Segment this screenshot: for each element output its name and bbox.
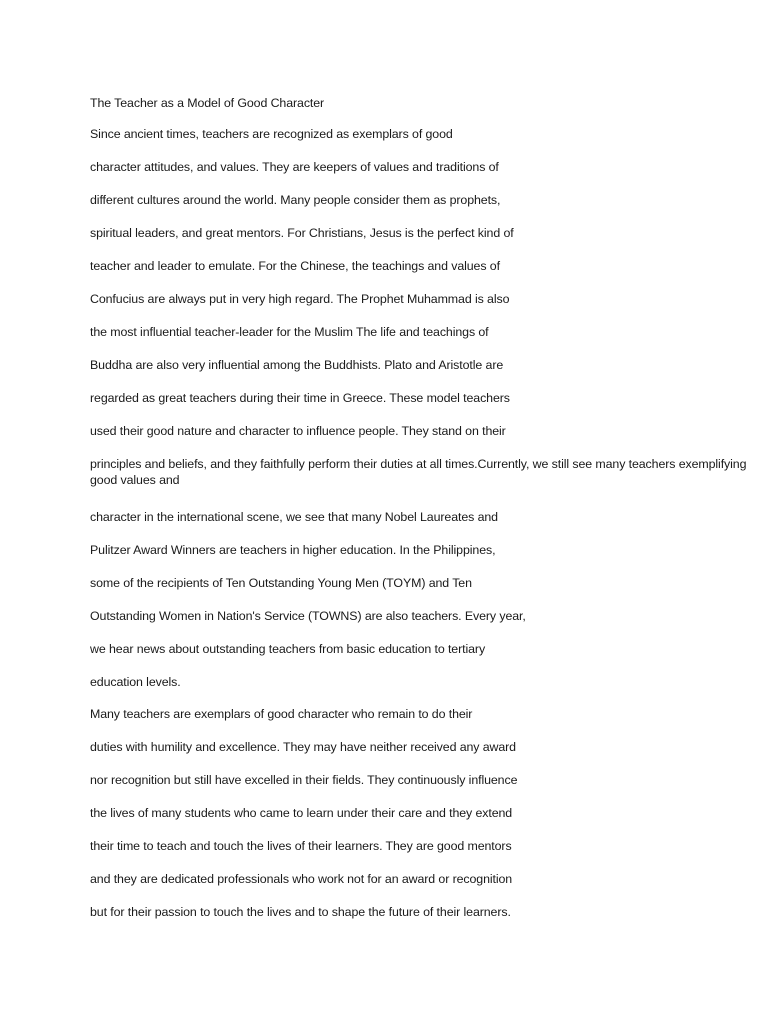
text-line: Outstanding Women in Nation's Service (TOWNS) are also teachers. Every year, — [90, 609, 526, 623]
text-line: the lives of many students who came to learn under their care and they extend — [90, 806, 513, 820]
text-line: education levels. — [90, 675, 181, 689]
text-line: character attitudes, and values. They are keepers of values and traditions of — [90, 160, 499, 174]
text-line: Since ancient times, teachers are recognized as exemplars of good — [90, 127, 453, 141]
text-line: different cultures around the world. Many people consider them as prophets, — [90, 193, 501, 207]
text-line: but for their passion to touch the lives and to shape the future of their learners. — [90, 905, 511, 919]
text-line: duties with humility and excellence. They may have neither received any award — [90, 740, 516, 754]
text-line: spiritual leaders, and great mentors. For Christians, Jesus is the perfect kind of — [90, 226, 514, 240]
text-line: used their good nature and character to influence people. They stand on their — [90, 424, 506, 438]
text-line: nor recognition but still have excelled in their fields. They continuously influence — [90, 773, 518, 787]
text-line: Pulitzer Award Winners are teachers in higher education. In the Philippines, — [90, 543, 496, 557]
text-line: we hear news about outstanding teachers from basic education to tertiary — [90, 642, 486, 656]
text-line: and they are dedicated professionals who work not for an award or recognition — [90, 872, 513, 886]
text-line: the most influential teacher-leader for the Muslim The life and teachings of — [90, 325, 489, 339]
text-line: Many teachers are exemplars of good character who remain to do their — [90, 707, 473, 721]
document-title: The Teacher as a Model of Good Character — [90, 96, 325, 110]
text-line: character in the international scene, we see that many Nobel Laureates and — [90, 510, 498, 524]
text-line: principles and beliefs, and they faithfully perform their duties at all times.Currently, we still see many teachers exemplifying good values and — [90, 457, 747, 487]
text-line: teacher and leader to emulate. For the Chinese, the teachings and values of — [90, 259, 500, 273]
text-line: Confucius are always put in very high regard. The Prophet Muhammad is also — [90, 292, 510, 306]
text-line: regarded as great teachers during their time in Greece. These model teachers — [90, 391, 510, 405]
text-line: Buddha are also very influential among the Buddhists. Plato and Aristotle are — [90, 358, 504, 372]
text-line: their time to teach and touch the lives of their learners. They are good mentors — [90, 839, 512, 853]
text-line: some of the recipients of Ten Outstanding Young Men (TOYM) and Ten — [90, 576, 472, 590]
